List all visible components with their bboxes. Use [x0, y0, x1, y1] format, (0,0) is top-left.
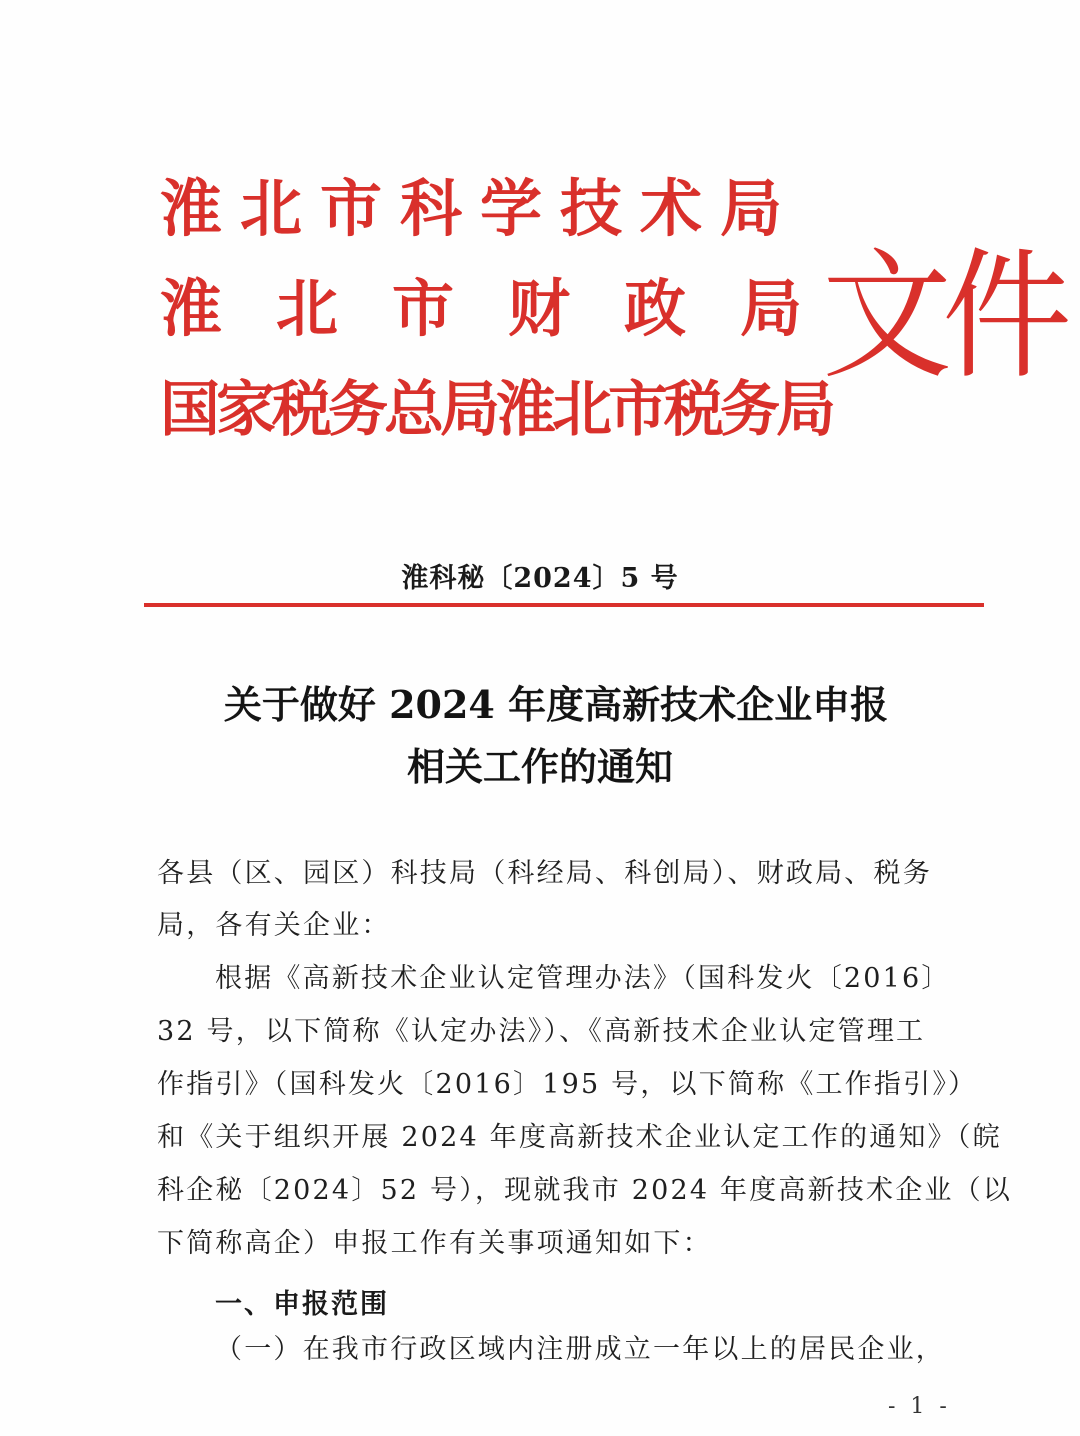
page-number: - 1 - — [888, 1394, 951, 1419]
issuer-line-finance-bureau: 淮北市财政局 — [160, 272, 857, 345]
body-line-2: 局，各有关企业： — [157, 910, 391, 941]
issuer-line-science-bureau: 淮北市科学技术局 — [160, 172, 801, 245]
body-line-6: 和《关于组织开展 2024 年度高新技术企业认定工作的通知》（皖 — [157, 1122, 1002, 1153]
title-line-2: 相关工作的通知 — [406, 744, 673, 789]
section-heading-scope: 一、申报范围 — [215, 1289, 389, 1320]
document-number: 淮科秘〔2024〕5 号 — [401, 563, 679, 594]
body-line-1: 各县（区、园区）科技局（科经局、科创局）、财政局、税务 — [157, 858, 932, 889]
body-line-4: 32 号，以下简称《认定办法》）、《高新技术企业认定管理工 — [157, 1016, 926, 1047]
document-label: 文件 — [822, 234, 1063, 399]
issuer-line-tax-bureau: 国家税务总局淮北市税务局 — [160, 375, 832, 445]
body-line-5: 作指引》（国科发火〔2016〕195 号，以下简称《工作指引》） — [157, 1069, 978, 1100]
body-line-3: 根据《高新技术企业认定管理办法》（国科发火〔2016〕 — [215, 963, 951, 994]
red-divider — [144, 603, 984, 607]
title-line-1: 关于做好 2024 年度高新技术企业申报 — [223, 682, 889, 727]
body-line-9: （一）在我市行政区域内注册成立一年以上的居民企业， — [215, 1334, 945, 1365]
body-line-7: 科企秘〔2024〕52 号），现就我市 2024 年度高新技术企业（以 — [157, 1175, 1013, 1206]
body-line-8: 下简称高企）申报工作有关事项通知如下： — [157, 1228, 712, 1259]
